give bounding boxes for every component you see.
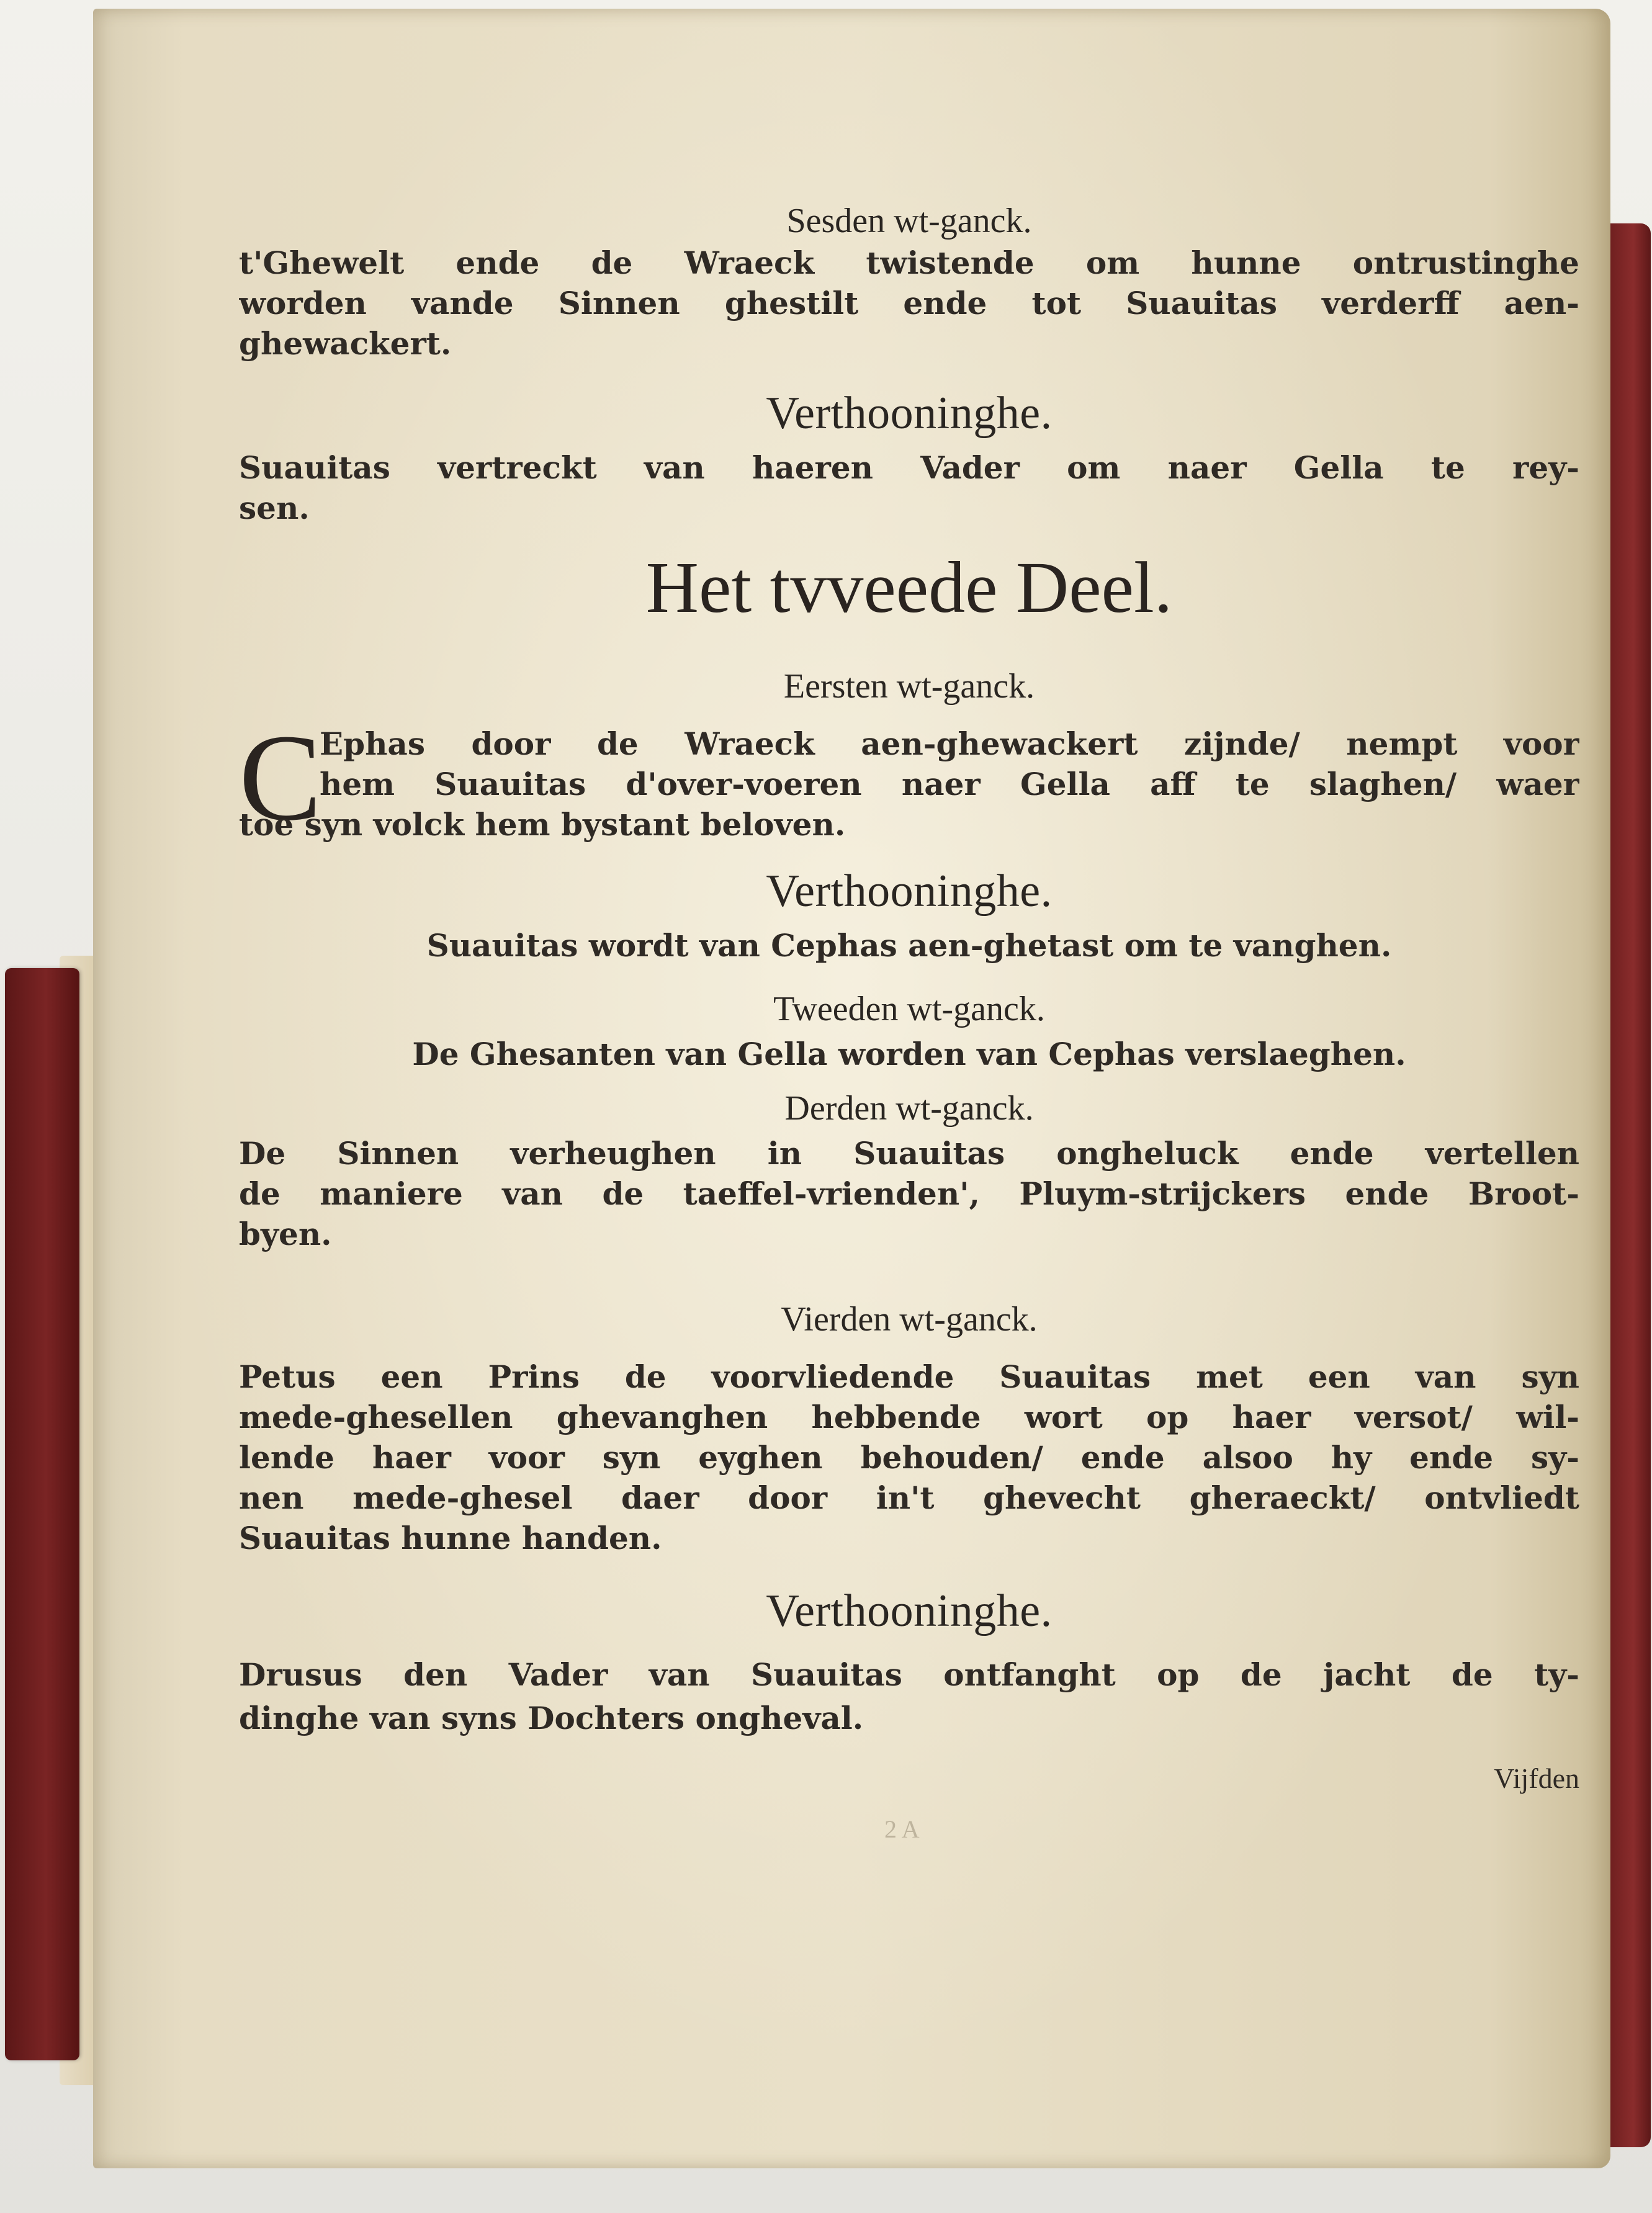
catchword: Vijfden	[1494, 1762, 1579, 1794]
drop-cap: C	[239, 709, 322, 846]
text-line: Suauitas hunne handen.	[239, 1520, 662, 1556]
text-line: ghewackert.	[239, 325, 452, 362]
text-line: Drusus den Vader van Suauitas ontfanght op de jacht de ty-	[239, 1656, 1579, 1693]
section-heading: Eersten wt-ganck.	[783, 667, 1035, 706]
text-line: hem Suauitas d'over-voeren naer Gella aff te slaghen/ waer	[320, 766, 1579, 802]
text-line: byen.	[239, 1216, 332, 1252]
text-line: nen mede-ghesel daer door in't ghevecht gheraeckt/ ontvliedt	[239, 1479, 1579, 1516]
text-line: t'Ghewelt ende de Wraeck twistende om hunne ontrustinghe	[239, 245, 1579, 281]
book-page	[93, 9, 1610, 2168]
text-line: dinghe van syns Dochters ongheval.	[239, 1700, 864, 1736]
signature-mark: 2 A	[884, 1815, 920, 1843]
text-line: Petus een Prins de voorvliedende Suauitas met een van syn	[239, 1358, 1579, 1395]
text-line: sen.	[239, 490, 310, 526]
scene-heading: Verthooninghe.	[766, 866, 1053, 917]
scene-heading: Verthooninghe.	[766, 388, 1053, 439]
text-line: Ephas door de Wraeck aen-ghewackert zijnde/ nempt voor	[320, 725, 1579, 762]
part-title: Het tvveede Deel.	[645, 547, 1173, 628]
text-line: Suauitas wordt van Cephas aen-ghetast om te vanghen.	[426, 927, 1392, 964]
text-line: worden vande Sinnen ghestilt ende tot Suauitas verderff aen-	[239, 285, 1579, 321]
text-line: lende haer voor syn eyghen behouden/ ende alsoo hy ende sy-	[239, 1439, 1579, 1476]
text-line: De Sinnen verheughen in Suauitas ongheluck ende vertellen	[239, 1135, 1579, 1172]
text-line: de maniere van de taeffel-vrienden', Pluym-strijckers ende Broot-	[239, 1175, 1579, 1212]
section-heading: Sesden wt-ganck.	[786, 202, 1032, 240]
scene-heading: Verthooninghe.	[766, 1586, 1053, 1636]
text-line: mede-ghesellen ghevanghen hebbende wort op haer versot/ wil-	[239, 1399, 1579, 1435]
section-heading: Vierden wt-ganck.	[781, 1300, 1038, 1339]
book-cover-left	[5, 968, 79, 2060]
section-heading: Derden wt-ganck.	[784, 1089, 1034, 1128]
text-line: toe syn volck hem bystant beloven.	[239, 806, 846, 843]
text-line: Suauitas vertreckt van haeren Vader om naer Gella te rey-	[239, 449, 1579, 486]
section-heading: Tweeden wt-ganck.	[773, 990, 1045, 1028]
text-line: De Ghesanten van Gella worden van Cephas verslaeghen.	[412, 1036, 1406, 1072]
book-cover-right	[1607, 223, 1651, 2147]
